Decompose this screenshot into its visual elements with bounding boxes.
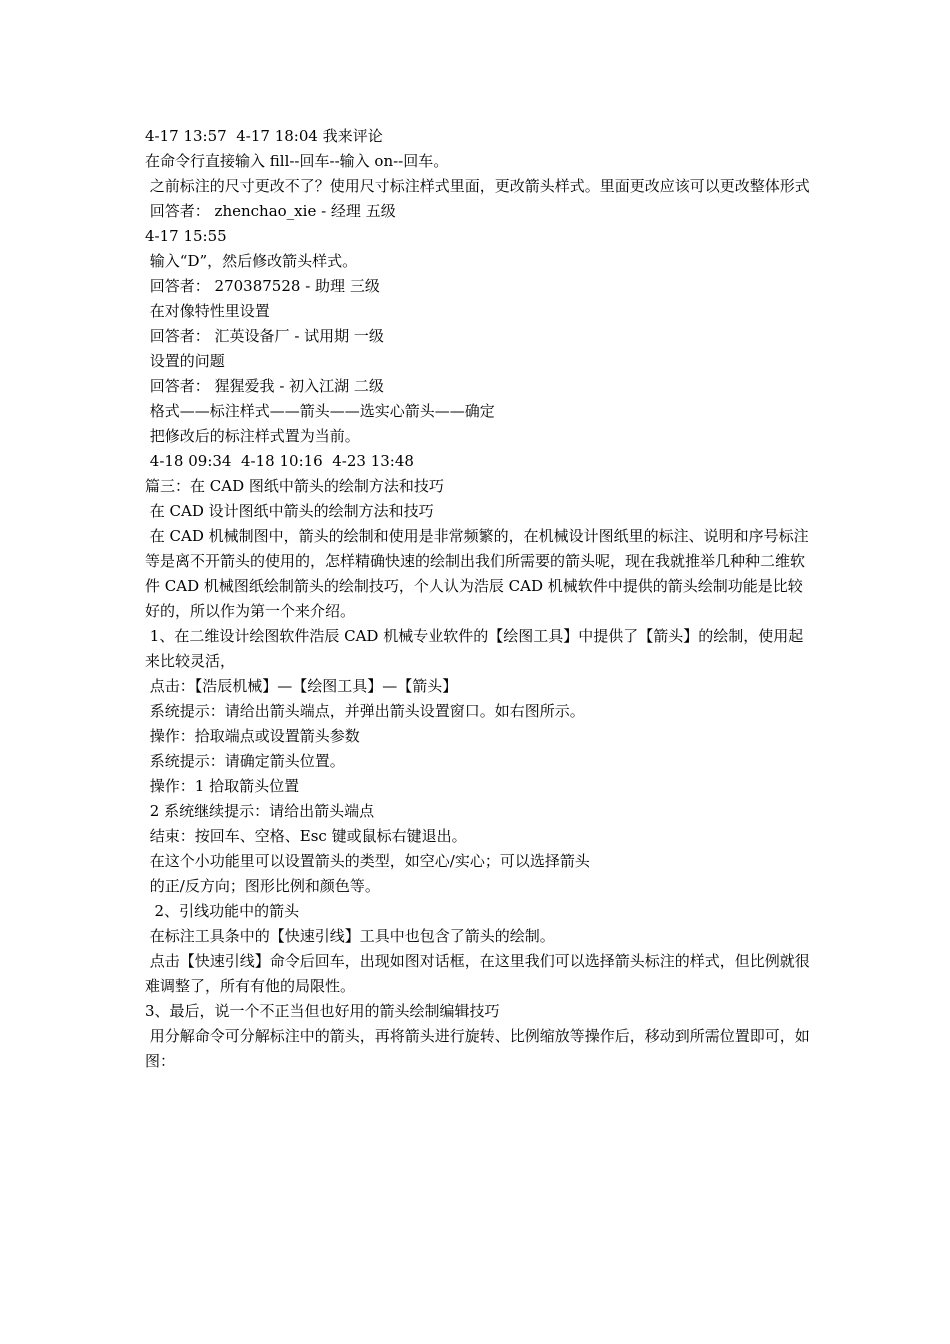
text-line-settings-issue: 设置的问题 [145, 352, 225, 370]
paragraph-item-1: 1、在二维设计绘图软件浩辰 CAD 机械专业软件的【绘图工具】中提供了【箭头】的绘制，使用起来比较灵活， [145, 627, 804, 670]
text-line-dimension-style: 之前标注的尺寸更改不了？使用尺寸标注样式里面，更改箭头样式。里面更改应该可以更改整体形式 [145, 177, 810, 195]
paragraph-item-2-heading: 2、引线功能中的箭头 [145, 902, 300, 920]
text-line-click-path: 点击：【浩辰机械】—【绘图工具】—【箭头】 [145, 677, 458, 695]
paragraph-item-3-heading: 3、最后，说一个不正当但也好用的箭头绘制编辑技巧 [145, 1002, 500, 1020]
paragraph-explode-tip: 用分解命令可分解标注中的箭头，再将箭头进行旋转、比例缩放等操作后，移动到所需位置即可，如图： [145, 1027, 810, 1070]
text-line-answerer-1: 回答者： zhenchao_xie - 经理 五级 [145, 202, 396, 220]
text-line-input-d: 输入“D”，然后修改箭头样式。 [145, 252, 358, 270]
text-line-object-properties: 在对像特性里设置 [145, 302, 270, 320]
text-line-timestamp-2: 4-17 15:55 [145, 227, 227, 245]
text-line-direction-scale: 的正/反方向；图形比例和颜色等。 [145, 877, 380, 895]
text-line-operation-1: 操作：拾取端点或设置箭头参数 [145, 727, 360, 745]
text-line-finish: 结束：按回车、空格、Esc 键或鼠标右键退出。 [145, 827, 467, 845]
text-line-answerer-4: 回答者： 猩猩爱我 - 初入江湖 二级 [145, 377, 384, 395]
text-line-timestamps-3: 4-18 09:34 4-18 10:16 4-23 13:48 [145, 452, 414, 470]
text-line-timestamps-1: 4-17 13:57 4-17 18:04 我来评论 [145, 127, 383, 145]
text-line-format-steps: 格式——标注样式——箭头——选实心箭头——确定 [145, 402, 495, 420]
text-line-answerer-2: 回答者： 270387528 - 助理 三级 [145, 277, 380, 295]
section-heading: 篇三：在 CAD 图纸中箭头的绘制方法和技巧 [145, 477, 444, 495]
text-line-arrow-type: 在这个小功能里可以设置箭头的类型，如空心/实心；可以选择箭头 [145, 852, 590, 870]
text-line-system-prompt-3: 2 系统继续提示：请给出箭头端点 [145, 802, 375, 820]
text-line-operation-2: 操作：1 拾取箭头位置 [145, 777, 300, 795]
paragraph-intro: 在 CAD 机械制图中，箭头的绘制和使用是非常频繁的，在机械设计图纸里的标注、说明和序号标注等是离不开箭头的使用的，怎样精确快速的绘制出我们所需要的箭头呢，现在我就推举几种种二维软件 CAD 机械图纸绘制箭头的绘制技巧，个人认为浩辰 CAD 机械软件中提供的箭头绘制功能是比较好的，所以作为第一个来介绍。 [145, 527, 809, 620]
text-line-set-current: 把修改后的标注样式置为当前。 [145, 427, 360, 445]
text-line-system-prompt-1: 系统提示：请给出箭头端点，并弹出箭头设置窗口。如右图所示。 [145, 702, 585, 720]
text-line-system-prompt-2: 系统提示：请确定箭头位置。 [145, 752, 345, 770]
text-line-answerer-3: 回答者： 汇英设备厂 - 试用期 一级 [145, 327, 384, 345]
text-line-fill-command: 在命令行直接输入 fill--回车--输入 on--回车。 [145, 152, 449, 170]
text-line-quick-leader: 在标注工具条中的【快速引线】工具中也包含了箭头的绘制。 [145, 927, 555, 945]
section-subheading: 在 CAD 设计图纸中箭头的绘制方法和技巧 [145, 502, 434, 520]
document-body [145, 124, 817, 1074]
paragraph-quick-leader-dialog: 点击【快速引线】命令后回车，出现如图对话框，在这里我们可以选择箭头标注的样式，但比例就很难调整了，所有有他的局限性。 [145, 952, 810, 995]
